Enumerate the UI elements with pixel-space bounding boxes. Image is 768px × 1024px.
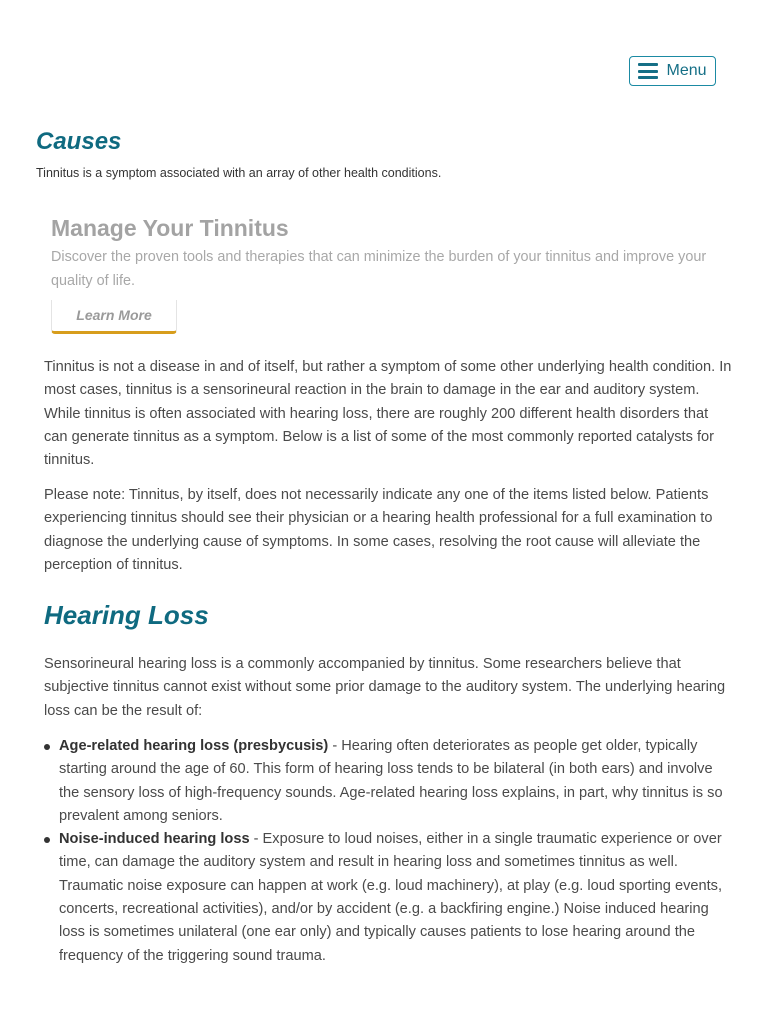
intro-paragraph-1: Tinnitus is not a disease in and of itself, but rather a symptom of some other underlying health condition. In most cases, tinnitus is a sensorineural reaction in the brain to damage in the ear and auditory system. While tinnitus is often associated with hearing loss, there are roughly 200 different health disorders that can generate tinnitus as a symptom. Below is a list of some of the most commonly reported catalysts for tinnitus. <box>44 359 732 469</box>
promo-title: Manage Your Tinnitus <box>51 215 289 241</box>
hearing-loss-heading: Hearing Loss <box>44 600 209 630</box>
menu-label: Menu <box>666 62 707 79</box>
hearing-loss-intro: Sensorineural hearing loss is a commonly accompanied by tinnitus. Some researchers believe that subjective tinnitus cannot exist without some prior damage to the auditory system. The underlying hearing loss can be the result of: <box>44 656 726 719</box>
list-item-description: - Exposure to loud noises, either in a single traumatic experience or over time, can damage the auditory system and result in hearing loss and sometimes tinnitus as well. Traumatic noise exposure can happen at work (e.g. loud machinery), at play (e.g. loud sporting events, concerts, recreational activities), and/or by accident (e.g. a backfiring engine.) Noise induced hearing loss is sometimes unilateral (one ear only) and typically causes patients to lose hearing around the frequency of the triggering sound trauma. <box>59 831 723 964</box>
list-item <box>44 828 734 968</box>
list-item-description: - Hearing often deteriorates as people get older, typically starting around the age of 60. This form of hearing loss tends to be bilateral (in both ears) and involve the sensory loss of high-frequency sounds. Age-related hearing loss explains, in part, why tinnitus is so prevalent among seniors. <box>59 738 723 824</box>
hearing-loss-causes-list <box>44 735 734 968</box>
manage-tinnitus-promo <box>51 212 731 293</box>
promo-text: Discover the proven tools and therapies that can minimize the burden of your tinnitus and improve your quality of life. <box>51 249 707 289</box>
hamburger-icon <box>638 63 658 79</box>
list-item-term: Noise-induced hearing loss <box>59 831 250 848</box>
list-item <box>44 735 734 828</box>
causes-heading: Causes <box>36 128 122 155</box>
menu-button[interactable] <box>629 56 716 86</box>
list-item-term: Age-related hearing loss (presbycusis) <box>59 738 329 754</box>
learn-more-button[interactable]: Learn More <box>51 300 177 334</box>
intro-paragraph-2: Please note: Tinnitus, by itself, does not necessarily indicate any one of the items listed below. Patients experiencing tinnitus should see their physician or a hearing health professional for a full examination to diagnose the underlying cause of symptoms. In some cases, resolving the root cause will alleviate the perception of tinnitus. <box>44 487 713 573</box>
causes-subtitle: Tinnitus is a symptom associated with an array of other health conditions. <box>36 166 442 180</box>
